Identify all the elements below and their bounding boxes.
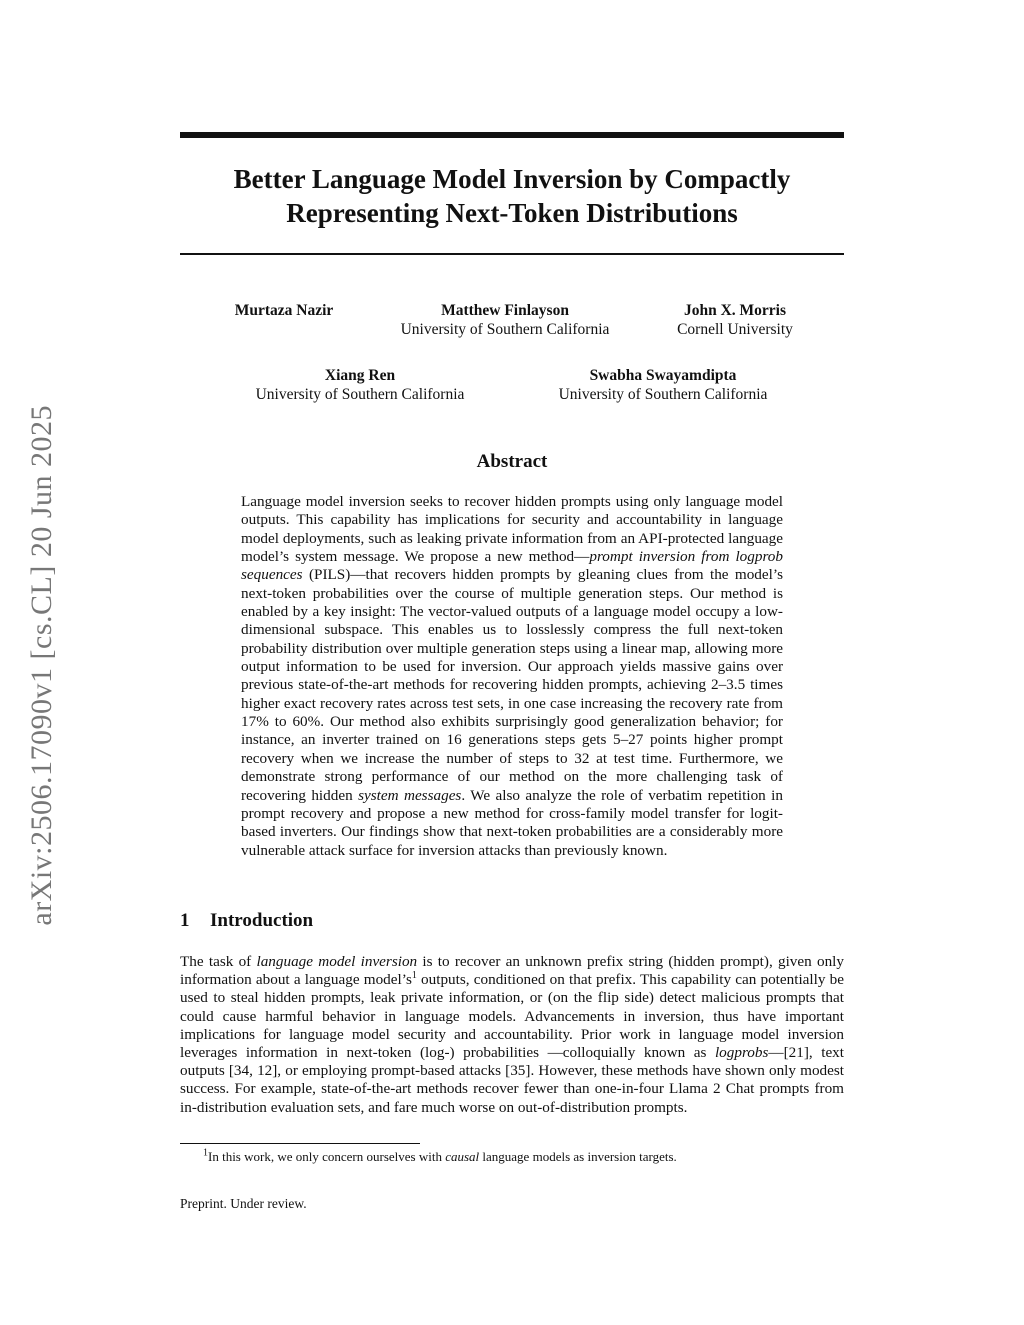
paper-title xyxy=(180,162,844,230)
footnote-divider xyxy=(180,1143,420,1144)
author-affiliation: University of Southern California xyxy=(400,321,610,338)
title-top-rule xyxy=(180,132,844,138)
author-block xyxy=(655,301,815,339)
footnote-emphasis: causal xyxy=(445,1149,480,1164)
intro-text: —[21], text outputs [34, 12], or employing prompt-based attacks [35]. However, these methods have shown only modest success. For example, state-of-the-art methods recover fewer than one-in-four Llama 2 Chat prompts from in-distribution evaluation sets, and fare much worse on out-of-distribution prompts. xyxy=(180,1044,844,1116)
author-name: John X. Morris xyxy=(683,302,787,319)
author-name: Matthew Finlayson xyxy=(441,302,569,319)
abstract-emphasis: system messages xyxy=(358,786,462,804)
author-block xyxy=(380,301,630,339)
author-block xyxy=(235,366,485,404)
introduction-paragraph xyxy=(180,953,844,1117)
abstract-text: (PILS)—that recovers hidden prompts by gleaning clues from the model’s next-token probabilities over the course of multiple generation steps. Our method is enabled by a key insight: The vector-valued outputs of a language model occupy a low-dimensional subspace. This enables us to losslessly compress the full next-token probability distribution over multiple generation steps using a linear map, allowing more output information to be used for inversion. Our approach yields massive gains over previous state-of-the-art methods for recovering hidden prompts, achieving 2–3.5 times higher exact recovery rates across test sets, in one case increasing the recovery rate from 17% to 60%. Our method also exhibits surprisingly good generalization behavior; for instance, an inverter trained on 16 generations steps gets 5–27 points higher prompt recovery when we increase the number of steps to 32 at test time. Furthermore, we demonstrate strong performance of our method on the more challenging task of recovering hidden xyxy=(241,566,783,804)
author-block xyxy=(204,301,364,320)
footnote xyxy=(203,1149,843,1165)
intro-emphasis: language model inversion xyxy=(256,953,418,970)
abstract-text: . We also analyze the role of verbatim repetition in prompt recovery and propose a new method for cross-family model transfer for logit-based inverters. Our findings show that next-token probabilities are a considerably more vulnerable attack surface for inversion attacks than previously known. xyxy=(241,786,783,859)
title-bottom-rule xyxy=(180,253,844,255)
section-title: Introduction xyxy=(210,910,314,931)
section-heading-introduction xyxy=(180,910,313,932)
abstract-body xyxy=(241,493,783,860)
intro-text: outputs, conditioned on that prefix. This capability can potentially be used to steal hidden prompts, leak private information, or (on the flip side) detect malicious prompts that could cause harmful behavior in language models. Advancements in inversion, thus have important implications for language model security and accountability. Prior work in language model inversion leverages information in next-token (log-) probabilities —colloquially known as xyxy=(180,971,844,1062)
abstract-heading: Abstract xyxy=(476,451,548,472)
footnote-text: In this work, we only concern ourselves with xyxy=(208,1149,446,1164)
arxiv-identifier-text: arXiv:2506.17090v1 [cs.CL] 20 Jun 2025 xyxy=(25,404,58,926)
preprint-note: Preprint. Under review. xyxy=(180,1196,307,1211)
paper-title-line-1: Better Language Model Inversion by Compactly xyxy=(233,164,791,194)
author-affiliation: Cornell University xyxy=(677,321,793,338)
section-number: 1 xyxy=(180,910,190,931)
footnote-marker[interactable]: 1 xyxy=(411,970,417,982)
intro-text: The task of xyxy=(180,953,257,970)
author-name: Swabha Swayamdipta xyxy=(589,367,737,384)
author-name: Murtaza Nazir xyxy=(234,302,334,319)
intro-emphasis: logprobs xyxy=(714,1044,769,1062)
footnote-number: 1 xyxy=(203,1147,208,1159)
intro-text: is to recover an unknown prefix string (hidden prompt), given only information about a language model’s xyxy=(180,953,844,989)
paper-title-line-2: Representing Next-Token Distributions xyxy=(286,198,738,228)
arxiv-identifier-stamp xyxy=(20,370,64,960)
author-name: Xiang Ren xyxy=(324,367,396,384)
author-affiliation: University of Southern California xyxy=(558,386,768,403)
abstract-text: Language model inversion seeks to recover hidden prompts using only language model outputs. This capability has implications for security and accountability in language model deployments, such as leaking private information from an API-protected language model’s system message. We propose a new method— xyxy=(241,493,783,566)
abstract-emphasis: prompt inversion from logprob sequences xyxy=(241,548,783,584)
author-affiliation: University of Southern California xyxy=(255,386,465,403)
author-block xyxy=(538,366,788,404)
footnote-text: language models as inversion targets. xyxy=(479,1149,677,1164)
